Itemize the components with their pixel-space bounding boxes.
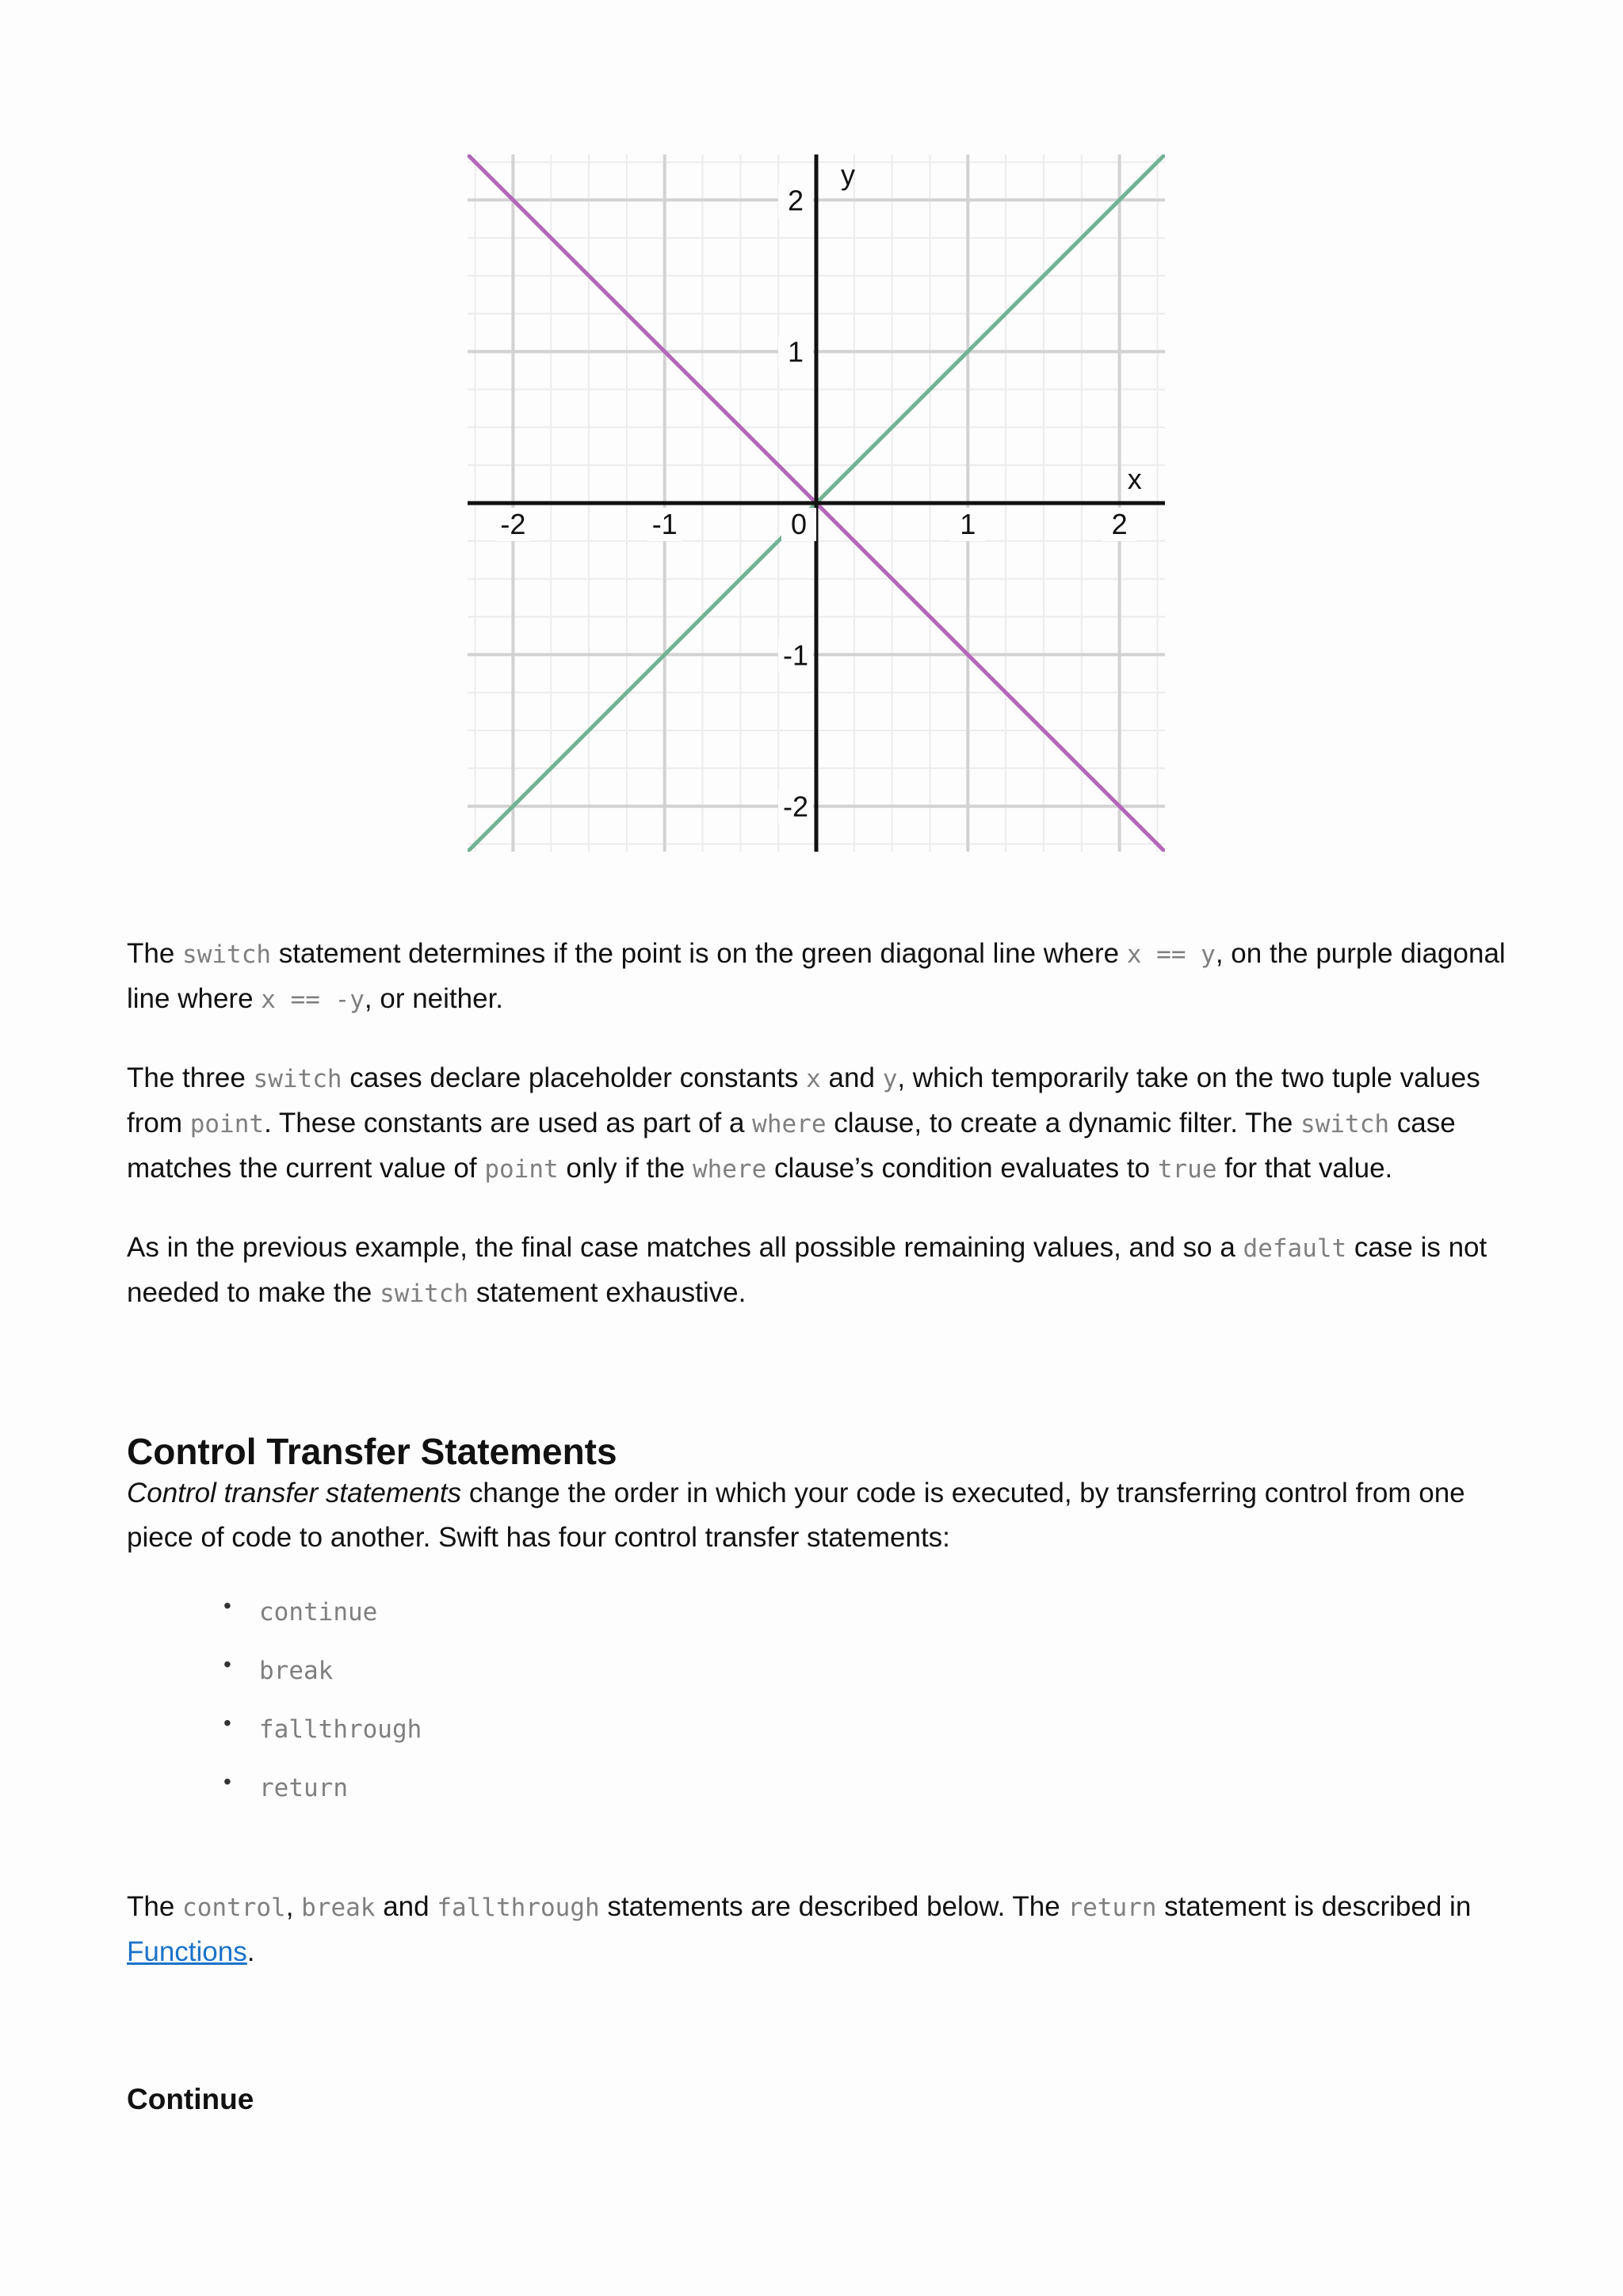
bullet: • (223, 1711, 231, 1735)
code-where: where (752, 1110, 827, 1138)
text: case matches the current value of (127, 1108, 1456, 1184)
text: statement is described in (1156, 1891, 1472, 1922)
text: As in the previous example, the final case matches all possible remaining values, and so a (127, 1232, 1243, 1263)
text: , (285, 1891, 302, 1922)
code-fallthrough: fallthrough (437, 1894, 600, 1922)
text: clause’s condition evaluates to (766, 1153, 1158, 1184)
text: The three (127, 1062, 254, 1093)
bullet: • (223, 1652, 231, 1676)
x-tick-label: 1 (960, 508, 976, 540)
text: . These constants are used as part of a (264, 1108, 753, 1138)
paragraph-default-case (127, 1226, 1506, 1316)
subsection-continue (127, 2077, 1506, 2122)
text: , or neither. (364, 983, 504, 1014)
code-y: y (882, 1065, 898, 1093)
text: only if the (558, 1153, 693, 1184)
code-switch: switch (253, 1065, 342, 1093)
list-item (127, 1700, 1506, 1759)
list-item (127, 1759, 1506, 1817)
bullet: • (223, 1769, 231, 1794)
text: clause, to create a dynamic filter. The (826, 1108, 1301, 1138)
section-intro (127, 1471, 1506, 1560)
text: statements are described below. The (599, 1891, 1068, 1922)
code-fallthrough: fallthrough (259, 1715, 422, 1744)
code-true: true (1157, 1155, 1217, 1184)
list-item (127, 1642, 1506, 1700)
text: change the order in which your code is executed, by transferring control from one piece of code to another. Swift has four control transfer statements: (127, 1478, 1465, 1553)
text: statement exhaustive. (468, 1277, 747, 1308)
coordinate-plot (468, 154, 1165, 852)
text: and (375, 1891, 437, 1922)
text: cases declare placeholder constants (342, 1062, 807, 1093)
x-tick-label: -2 (500, 508, 526, 540)
control-transfer-list (127, 1583, 1506, 1817)
code-return: return (1067, 1894, 1157, 1922)
list-item (127, 1583, 1506, 1642)
intro-emphasis: Control transfer statements (127, 1478, 462, 1508)
text: The (127, 938, 183, 969)
x-tick-label: 0 (790, 508, 808, 540)
code-default: default (1243, 1234, 1347, 1263)
subheading-continue: Continue (127, 2083, 254, 2115)
paragraph-switch-description (127, 932, 1506, 1022)
y-tick-label: 2 (787, 184, 804, 217)
paragraph-switch-cases (127, 1056, 1506, 1192)
functions-link[interactable]: Functions (127, 1936, 247, 1967)
code-x-eq-y: x == y (1126, 940, 1216, 969)
text: case is not needed to make the (127, 1232, 1487, 1308)
chart-svg (468, 154, 1165, 852)
text: for that value. (1216, 1153, 1393, 1184)
text: , on the purple diagonal line where (127, 938, 1506, 1014)
section-heading: Control Transfer Statements (127, 1431, 617, 1472)
y-axis-label: y (841, 158, 855, 191)
code-point: point (189, 1110, 265, 1138)
code-x-eq-neg-y: x == -y (261, 986, 365, 1014)
paragraph-statements-described (127, 1885, 1506, 1974)
text: and (820, 1062, 883, 1093)
code-break: break (301, 1894, 376, 1922)
y-tick-label: -2 (782, 790, 809, 823)
x-tick-label: -1 (651, 508, 678, 540)
code-x: x (806, 1065, 821, 1093)
code-point: point (484, 1155, 559, 1184)
section-control-transfer (127, 1429, 1506, 1817)
code-where: where (692, 1155, 767, 1184)
bullet: • (223, 1593, 231, 1618)
code-switch: switch (1300, 1110, 1390, 1138)
code-switch: switch (380, 1280, 469, 1308)
y-tick-label: -1 (782, 639, 809, 672)
code-return: return (259, 1774, 348, 1802)
text: The (127, 1891, 183, 1922)
y-tick-label: 1 (787, 335, 804, 368)
x-axis-label: x (1127, 463, 1142, 495)
code-break: break (259, 1657, 334, 1685)
code-switch: switch (182, 940, 272, 969)
x-tick-label: 2 (1111, 508, 1128, 540)
code-control: control (182, 1894, 286, 1922)
code-continue: continue (259, 1598, 378, 1627)
text: statement determines if the point is on the green diagonal line where (271, 938, 1127, 969)
text: . (246, 1936, 255, 1967)
text: , which temporarily take on the two tuple values from (127, 1062, 1480, 1138)
